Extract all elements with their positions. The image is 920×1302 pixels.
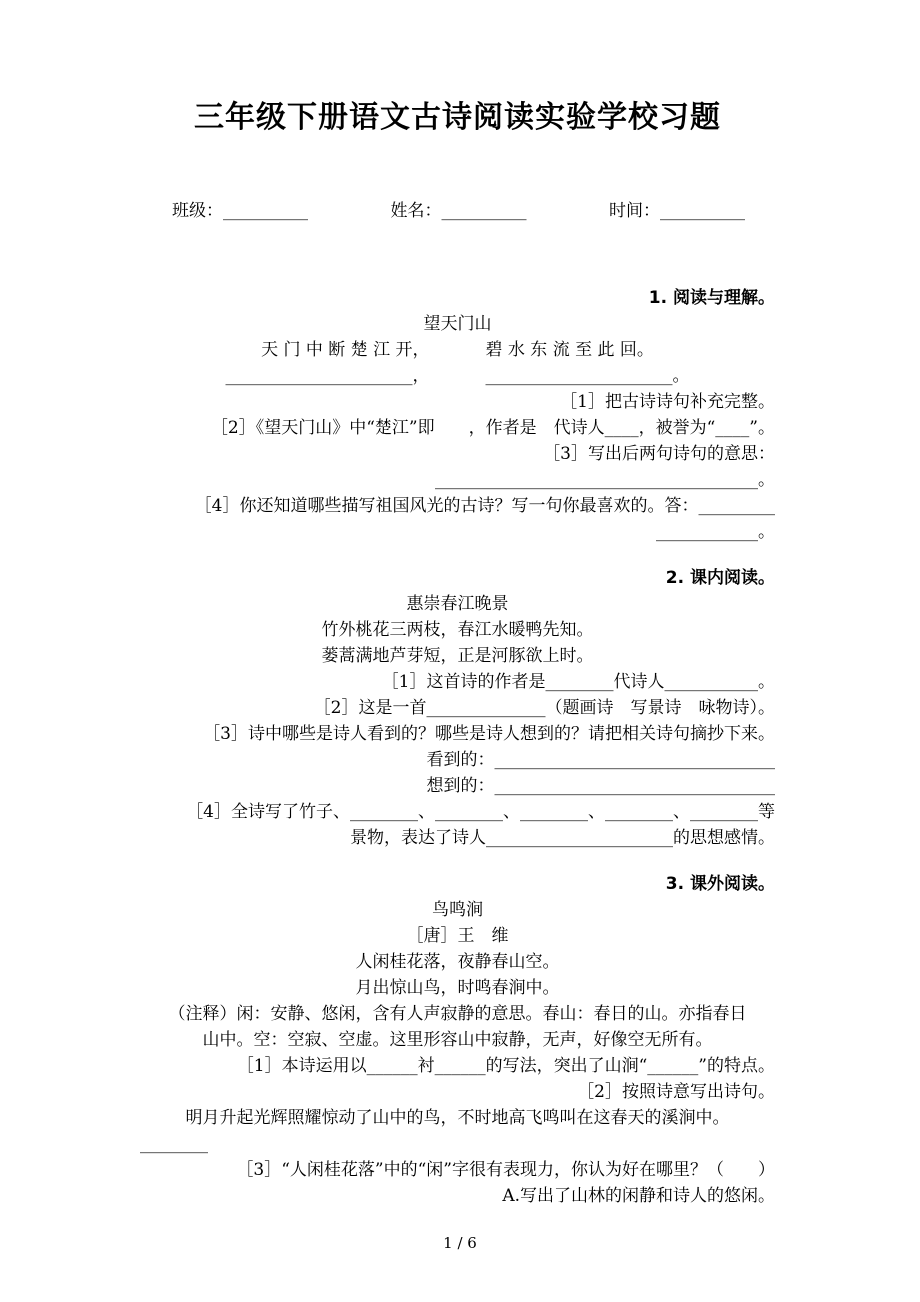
section1-question3-blank: ______________________________________。 xyxy=(435,470,775,490)
class-label: 班级： xyxy=(172,201,223,221)
section2-question1: ［1］这首诗的作者是________代诗人___________。 xyxy=(381,672,775,692)
section2-poem-line1: 竹外桃花三两枝，春江水暖鸭先知。 xyxy=(321,620,594,640)
section1-heading: 1. 阅读与理解。 xyxy=(648,288,775,308)
section2-question4-cont: 景物，表达了诗人______________________的思想感情。 xyxy=(350,828,775,848)
section1-poem-blank-line xyxy=(140,363,775,389)
page-number: 1 / 6 xyxy=(443,1234,477,1252)
section3-question1: ［1］本诗运用以______衬______的写法，突出了山涧“______”的特点。 xyxy=(236,1056,775,1076)
blank-first-half: ______________________， xyxy=(225,366,430,386)
section3-poem-line2: 月出惊山鸟，时鸣春涧中。 xyxy=(355,978,560,998)
class-field xyxy=(172,196,308,221)
name-field xyxy=(391,196,527,221)
section3-note-line2: 山中。空：空寂、空虚。这里形容山中寂静，无声，好像空无所有。 xyxy=(202,1030,713,1050)
name-blank: __________ xyxy=(441,201,527,221)
section3-note-line1: （注释）闲：安静、悠闲，含有人声寂静的意思。春山：春日的山。亦指春日 xyxy=(168,1004,747,1024)
section3-question2: ［2］按照诗意写出诗句。 xyxy=(577,1082,775,1102)
section3-poem-author: ［唐］王 维 xyxy=(406,926,509,946)
section1-question2: ［2］《望天门山》中“楚江”即 ，作者是 代诗人____，被誉为“____”。 xyxy=(210,418,775,438)
page-title: 三年级下册语文古诗阅读实验学校习题 xyxy=(194,100,721,135)
section2-question4: ［4］全诗写了竹子、________、________、________、________、________等 xyxy=(186,802,775,822)
section3-question2-blank: ________ xyxy=(140,1134,208,1154)
section2-heading: 2. 课内阅读。 xyxy=(665,568,775,588)
section2-poem-line2: 蒌蒿满地芦芽短，正是河豚欲上时。 xyxy=(321,646,594,666)
worksheet-body xyxy=(140,285,775,1209)
section3-heading: 3. 课外阅读。 xyxy=(665,874,775,894)
poem-line-first-half: 天 门 中 断 楚 江 开， xyxy=(261,340,430,360)
time-blank: __________ xyxy=(660,201,745,221)
section2-seen-blank: 看到的：_________________________________ xyxy=(426,750,775,770)
class-blank: __________ xyxy=(223,201,308,221)
time-field xyxy=(609,196,745,221)
name-label: 姓名： xyxy=(390,201,442,221)
section3-option-a: A.写出了山林的闲静和诗人的悠闲。 xyxy=(502,1186,775,1206)
blank-second-half: ______________________。 xyxy=(485,366,690,386)
section3-poem-title: 鸟鸣涧 xyxy=(432,900,483,920)
poem-line-second-half: 碧 水 东 流 至 此 回。 xyxy=(485,340,654,360)
section2-poem-title: 惠崇春江晚景 xyxy=(406,594,509,614)
time-label: 时间： xyxy=(609,201,660,221)
section2-question2: ［2］这是一首______________（题画诗 写景诗 咏物诗）。 xyxy=(313,698,775,718)
section1-question4-cont: ____________。 xyxy=(656,522,775,542)
section1-question3: ［3］写出后两句诗句的意思： xyxy=(543,444,775,464)
section2-imagined-blank: 想到的：_________________________________ xyxy=(426,776,775,796)
section1-question1: ［1］把古诗诗句补充完整。 xyxy=(560,392,775,412)
section2-question3: ［3］诗中哪些是诗人看到的？哪些是诗人想到的？请把相关诗句摘抄下来。 xyxy=(203,724,775,744)
section3-question2-prompt: 明月升起光辉照耀惊动了山中的鸟，不时地高飞鸣叫在这春天的溪涧中。 xyxy=(185,1108,730,1128)
section3-question3: ［3］“人闲桂花落”中的“闲”字很有表现力，你认为好在哪里？（ ） xyxy=(236,1160,775,1180)
student-info-row xyxy=(140,196,775,221)
section1-question4: ［4］你还知道哪些描写祖国风光的古诗？写一句你最喜欢的。答：_________ xyxy=(194,496,775,516)
section3-poem-line1: 人闲桂花落，夜静春山空。 xyxy=(355,952,560,972)
section1-poem-title: 望天门山 xyxy=(423,314,492,334)
section1-poem-line xyxy=(140,337,775,363)
